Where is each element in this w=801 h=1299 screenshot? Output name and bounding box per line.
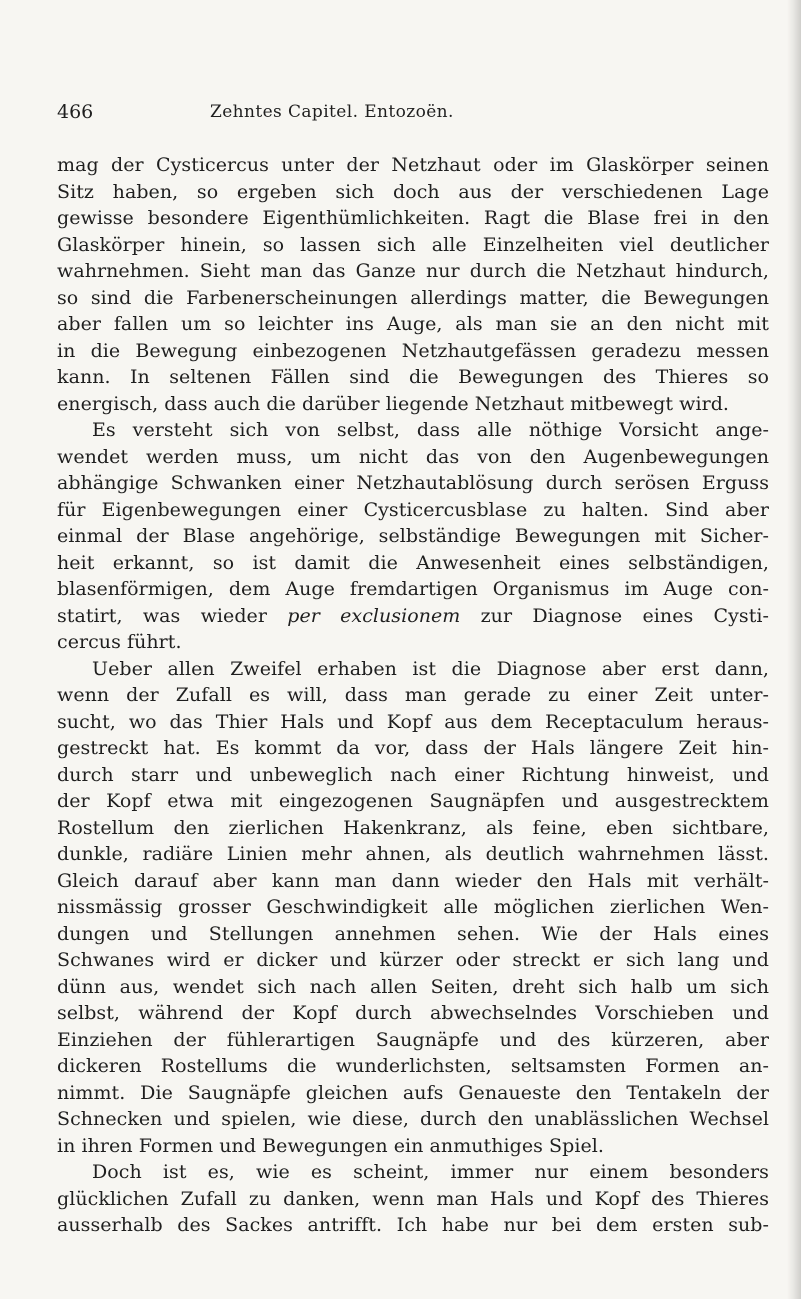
text-line: abhängige Schwanken einer Netzhautablösung durch serösen Erguss — [57, 472, 769, 494]
text-line — [57, 603, 769, 630]
text-line: Schnecken und spielen, wie diese, durch den unablässlichen Wechsel — [57, 1108, 769, 1130]
text-segment: zur Diagnose eines Cysti- — [460, 604, 769, 627]
text-line: gestreckt hat. Es kommt da vor, dass der Hals längere Zeit hin- — [57, 737, 769, 759]
text-line: blasenförmigen, dem Auge fremdartigen Organismus im Auge con- — [57, 578, 769, 600]
text-line: der Kopf etwa mit eingezogenen Saugnäpfen und ausgestrecktem — [57, 790, 769, 812]
text-line: durch starr und unbeweglich nach einer Richtung hinweist, und — [57, 763, 769, 786]
text-segment: statirt, was wieder — [57, 604, 288, 627]
text-line: ausserhalb des Sackes antrifft. Ich habe nur bei dem ersten sub- — [57, 1214, 769, 1236]
text-line: mag der Cysticercus unter der Netzhaut oder im Glaskörper seinen — [57, 154, 769, 176]
page-header — [57, 98, 777, 126]
text-line: Ueber allen Zweifel erhaben ist die Diagnose aber erst dann, — [92, 657, 769, 680]
text-line: Einziehen der fühlerartigen Saugnäpfe und des kürzeren, aber — [57, 1028, 769, 1051]
text-line: dungen und Stellungen annehmen sehen. Wie der Hals eines — [57, 922, 769, 945]
text-line: Glaskörper hinein, so lassen sich alle Einzelheiten viel deutlicher — [57, 233, 769, 256]
text-line: wenn der Zufall es will, dass man gerade zu einer Zeit unter- — [57, 684, 769, 706]
text-line: gewisse besondere Eigenthümlichkeiten. Ragt die Blase frei in den — [57, 207, 769, 229]
body-text — [57, 152, 769, 1239]
text-line: in die Bewegung einbezogenen Netzhautgefässen geradezu messen — [57, 339, 769, 362]
text-line: dunkle, radiäre Linien mehr ahnen, als deutlich wahrnehmen lässt. — [57, 843, 769, 865]
text-line: aber fallen um so leichter ins Auge, als man sie an den nicht mit — [57, 313, 769, 335]
text-line: so sind die Farbenerscheinungen allerdings matter, die Bewegungen — [57, 286, 769, 309]
text-line: energisch, dass auch die darüber liegende Netzhaut mitbewegt wird. — [57, 392, 730, 415]
text-line: wahrnehmen. Sieht man das Ganze nur durch die Netzhaut hindurch, — [57, 260, 769, 282]
text-line: Gleich darauf aber kann man dann wieder den Hals mit verhält- — [57, 869, 769, 892]
text-line: nissmässig grosser Geschwindigkeit alle möglichen zierlichen Wen- — [57, 896, 769, 918]
text-line: für Eigenbewegungen einer Cysticercusblase zu halten. Sind aber — [57, 498, 769, 521]
text-line: einmal der Blase angehörige, selbständige Bewegungen mit Sicher- — [57, 525, 769, 547]
text-line: dünn aus, wendet sich nach allen Seiten, dreht sich halb um sich — [57, 975, 769, 998]
italic-phrase: per exclusionem — [287, 604, 461, 627]
text-line: heit erkannt, so ist damit die Anwesenheit eines selbständigen, — [57, 551, 769, 574]
text-line: in ihren Formen und Bewegungen ein anmuthiges Spiel. — [57, 1134, 604, 1157]
text-line: nimmt. Die Saugnäpfe gleichen aufs Genaueste den Tentakeln der — [57, 1081, 769, 1104]
text-line: Sitz haben, so ergeben sich doch aus der verschiedenen Lage — [57, 180, 769, 203]
text-line: glücklichen Zufall zu danken, wenn man Hals und Kopf des Thieres — [57, 1187, 769, 1210]
page-edge-shadow — [787, 0, 801, 1299]
text-line: Doch ist es, wie es scheint, immer nur einem besonders — [92, 1161, 769, 1183]
text-line: sucht, wo das Thier Hals und Kopf aus dem Receptaculum heraus- — [57, 710, 769, 733]
running-head: Zehntes Capitel. Entozoën. — [210, 102, 454, 122]
page-number: 466 — [57, 101, 94, 123]
text-line: Schwanes wird er dicker und kürzer oder streckt er sich lang und — [57, 949, 769, 971]
text-line: Rostellum den zierlichen Hakenkranz, als feine, eben sichtbare, — [57, 816, 769, 839]
text-line: kann. In seltenen Fällen sind die Bewegungen des Thieres so — [57, 366, 769, 388]
text-line: cercus führt. — [57, 631, 182, 653]
text-line: Es versteht sich von selbst, dass alle nöthige Vorsicht ange- — [92, 419, 769, 441]
text-line: selbst, während der Kopf durch abwechselndes Vorschieben und — [57, 1002, 769, 1024]
text-line: wendet werden muss, um nicht das von den Augenbewegungen — [57, 445, 769, 468]
text-line: dickeren Rostellums die wunderlichsten, seltsamsten Formen an- — [57, 1055, 769, 1077]
